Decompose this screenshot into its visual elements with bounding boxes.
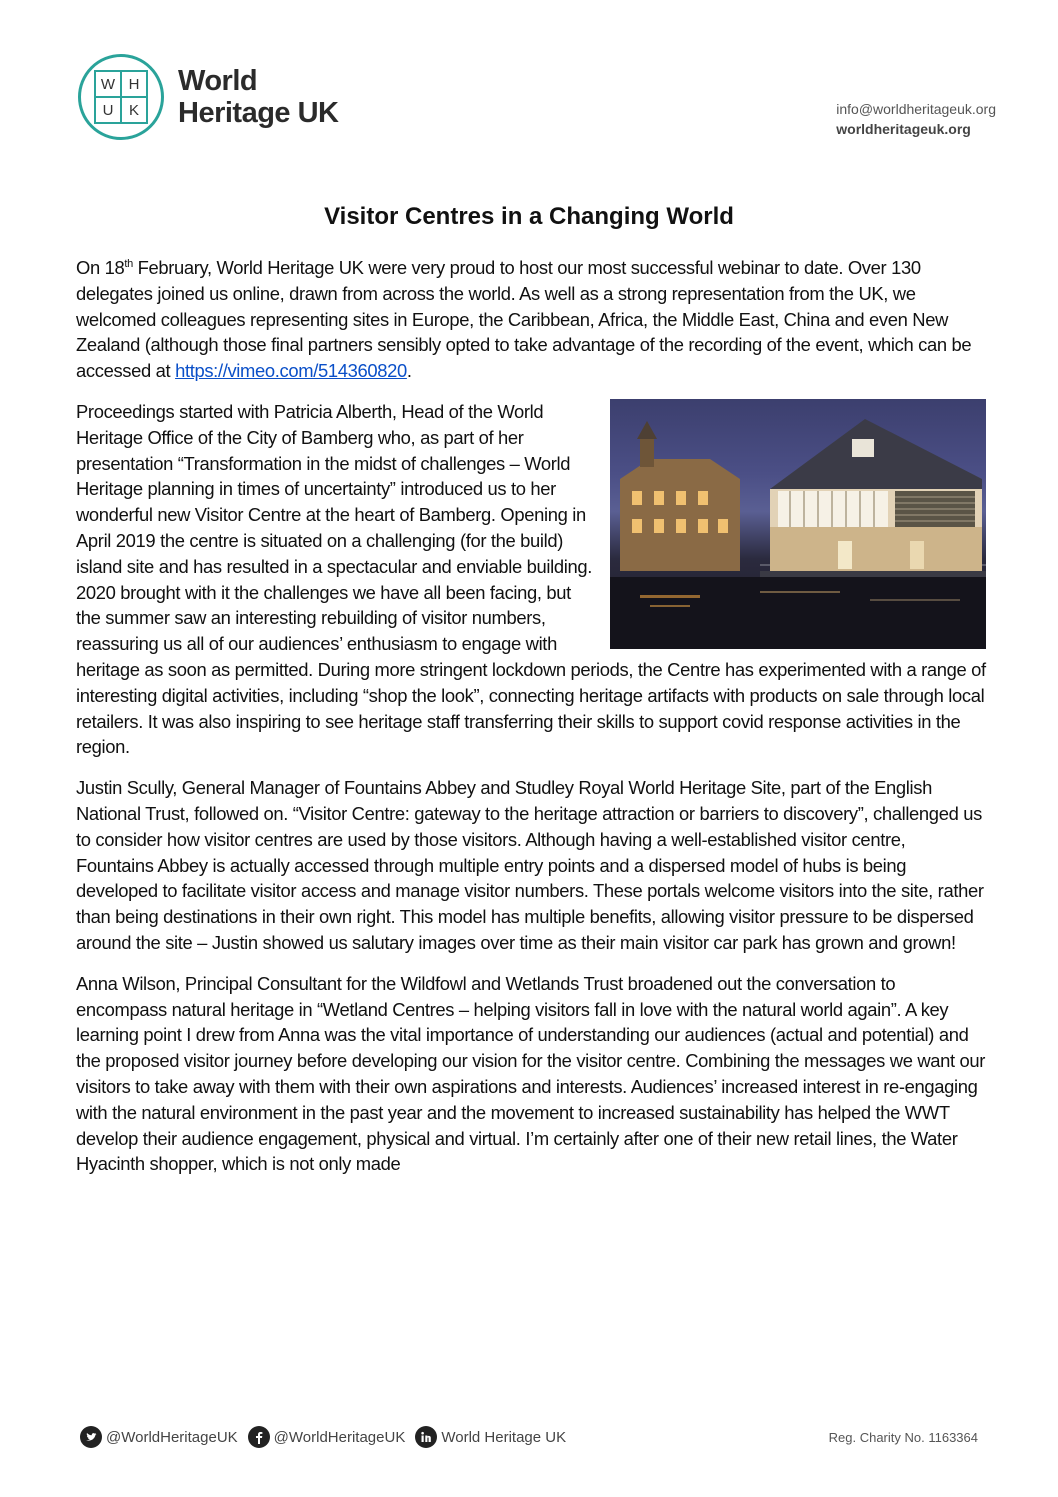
facebook-handle: @WorldHeritageUK	[273, 1428, 406, 1446]
paragraph-fountains-abbey: Justin Scully, General Manager of Fountains Abbey and Studley Royal World Heritage Site, part of the English National Trust, followed on. “Visitor Centre: gateway to the heritage attraction or barriers to discovery”, challenged us to consider how visitor centres are used by those visitors. Although having a well-established visitor centre, Fountains Abbey is actually accessed through multiple entry points and a dispersed model of hubs is being developed to facilitate visitor access and manage visitor numbers. These portals welcome visitors into the site, rather than being destinations in their own right. This model has multiple benefits, allowing visitor pressure to be dispersed around the site – Justin showed us salutary images over time as their main visitor car park has grown and grown!	[76, 777, 984, 953]
charity-number: Reg. Charity No. 1163364	[828, 1429, 978, 1445]
logo-line-1: World	[178, 65, 258, 97]
twitter-handle: @WorldHeritageUK	[106, 1428, 238, 1446]
logo-letter: H	[120, 70, 148, 98]
logo-letter: K	[120, 96, 148, 124]
footer-twitter[interactable]	[80, 1426, 238, 1448]
logo-wordmark	[178, 65, 339, 129]
article-title: Visitor Centres in a Changing World	[324, 203, 734, 230]
paragraph-wetlands: Anna Wilson, Principal Consultant for the Wildfowl and Wetlands Trust broadened out the conversation to encompass natural heritage in “Wetland Centres – helping visitors fall in love with the natural world again”. A key learning point I drew from Anna was the vital importance of understanding our audiences (actual and potential) and the proposed visitor journey before developing our vision for the visitor centre. Combining the messages we want our visitors to take away with them with their own aspirations and interests. Audiences’ increased interest in re-engaging with the natural environment in the past year and the movement to increased sustainability has helped the WWT develop their audience engagement, physical and virtual. I’m certainly after one of their new retail lines, the Water Hyacinth shopper, which is not only made	[76, 972, 986, 1175]
intro-superscript: th	[124, 257, 133, 270]
footer-linkedin[interactable]	[415, 1426, 566, 1448]
logo-emblem	[78, 54, 164, 140]
twitter-icon	[80, 1426, 102, 1448]
photo-illustration	[610, 399, 986, 649]
vimeo-recording-link[interactable]: https://vimeo.com/514360820	[175, 360, 407, 382]
intro-text-start: On 18	[76, 257, 125, 278]
logo-letter-grid	[95, 71, 147, 123]
facebook-icon	[248, 1426, 270, 1448]
logo-letter: W	[94, 70, 122, 98]
footer-facebook[interactable]	[248, 1426, 406, 1448]
linkedin-icon	[415, 1426, 437, 1448]
page-footer	[80, 1423, 978, 1451]
contact-block	[836, 99, 996, 139]
logo-line-2: Heritage UK	[178, 97, 339, 129]
logo-letter: U	[94, 96, 122, 124]
intro-text: February, World Heritage UK were very proud to host our most successful webinar to date. Over 130 delegates joined us online, drawn from across the world. As well as a strong representation from the UK, we welcomed colleagues representing sites in Europe, the Caribbean, Africa, the Middle East, China and even New Zealand (although those final partners sensibly opted to take advantage of the recording of the event, which can be accessed at	[76, 257, 972, 382]
bamberg-visitor-centre-photo	[610, 399, 986, 649]
intro-text-end: .	[406, 360, 412, 382]
linkedin-name: World Heritage UK	[441, 1428, 567, 1446]
paragraph-intro	[76, 255, 986, 384]
contact-email[interactable]: info@worldheritageuk.org	[836, 101, 996, 117]
paragraph-bamberg: Proceedings started with Patricia Alberth, Head of the World Heritage Office of the City of Bamberg who, as part of her presentation “Transformation in the midst of challenges – World Heritage planning in times of uncertainty” introduced us to her wonderful new Visitor Centre at the heart of Bamberg. Opening in April 2019 the centre is situated on a challenging (for the build) island site and has resulted in a spectacular and enviable building. 2020 brought with it the challenges we have all been facing, but the summer saw an interesting rebuilding of visitor numbers, reassuring us all of our audiences’ enthusiasm to engage with heritage as soon as permitted. During more stringent lockdown periods, the Centre has experimented with a range of interesting digital activities, including “shop the look”, connecting heritage artifacts with products on sale through local retailers. It was also inspiring to see heritage staff transferring their skills to support covid response activities in the region.	[76, 400, 986, 758]
world-heritage-uk-logo	[78, 54, 339, 140]
article-body	[76, 255, 986, 1192]
contact-website[interactable]: worldheritageuk.org	[836, 121, 971, 137]
